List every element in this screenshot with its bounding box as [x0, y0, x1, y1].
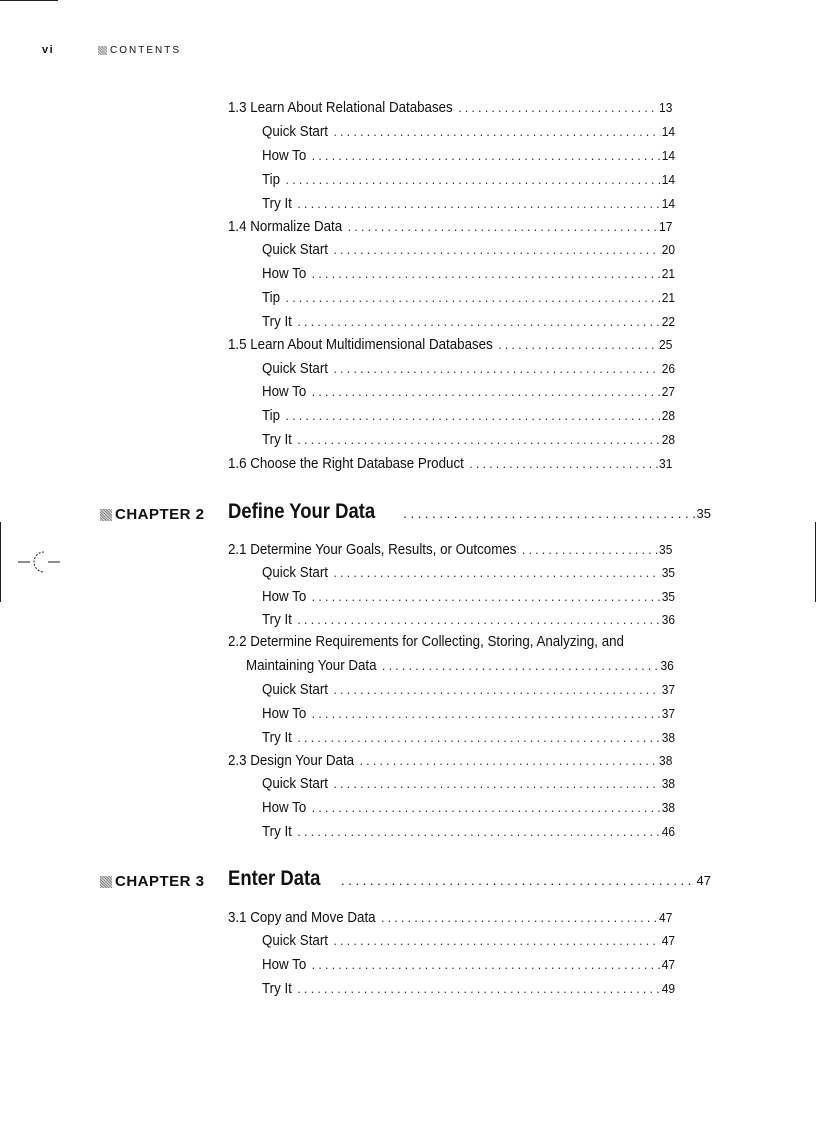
- dot-leader: [297, 979, 660, 999]
- toc-entry-3-1[interactable]: [228, 908, 672, 928]
- dot-leader: [498, 335, 657, 355]
- dot-leader: [360, 751, 658, 771]
- dot-leader: [312, 587, 660, 607]
- toc-entry-title: Try It: [262, 432, 292, 448]
- dot-leader: [469, 454, 657, 474]
- toc-entry-page: 37: [661, 706, 676, 721]
- toc-entry-page: 13: [659, 100, 673, 115]
- dot-leader: [334, 122, 660, 142]
- toc-subentry[interactable]: [262, 170, 675, 190]
- dot-leader: [334, 774, 660, 794]
- toc-entry-page: 22: [661, 314, 676, 329]
- chapter-page: 35: [696, 506, 711, 521]
- dot-leader: [297, 728, 660, 748]
- chapter-number: CHAPTER 2: [115, 506, 205, 523]
- toc-entry-title: Try It: [262, 824, 292, 840]
- dot-leader: [348, 217, 658, 237]
- toc-entry-title: How To: [262, 148, 307, 164]
- toc-entry-title: Try It: [262, 981, 292, 997]
- dot-leader: [334, 563, 660, 583]
- toc-entry-title: Tip: [262, 172, 281, 188]
- toc-entry-page: 47: [659, 910, 673, 925]
- toc-entry-title: Quick Start: [262, 933, 328, 949]
- toc-entry-title: Quick Start: [262, 776, 328, 792]
- toc-subentry[interactable]: [262, 610, 675, 630]
- toc-entry-page: 38: [659, 753, 673, 768]
- toc-entry-2-2-line-1[interactable]: 2.2 Determine Requirements for Collecting, Storing, Analyzing, and: [228, 634, 624, 650]
- toc-entry-title: 1.6 Choose the Right Database Product: [228, 456, 464, 472]
- toc-entry-page: 21: [661, 266, 676, 281]
- toc-entry-title: Quick Start: [262, 124, 328, 140]
- toc-subentry[interactable]: [262, 288, 675, 308]
- toc-subentry[interactable]: [262, 264, 675, 284]
- dot-leader: [297, 822, 660, 842]
- dot-leader: [286, 170, 660, 190]
- toc-subentry[interactable]: [262, 587, 675, 607]
- toc-entry-page: 14: [661, 196, 676, 211]
- toc-entry-page: 35: [659, 542, 673, 557]
- toc-entry-title: 3.1 Copy and Move Data: [228, 910, 376, 926]
- toc-entry-page: 28: [661, 432, 676, 447]
- dot-leader: [297, 194, 660, 214]
- toc-entry-title: Quick Start: [262, 361, 328, 377]
- toc-entry-title: Try It: [262, 314, 292, 330]
- toc-subentry[interactable]: [262, 955, 675, 975]
- toc-entry-page: 17: [659, 219, 673, 234]
- dot-leader: [403, 506, 694, 521]
- toc-entry-1-6[interactable]: [228, 454, 672, 474]
- toc-subentry[interactable]: [262, 430, 675, 450]
- chapter-2-heading[interactable]: [0, 500, 816, 528]
- chapter-label: [100, 506, 205, 523]
- toc-entry-page: 14: [661, 124, 676, 139]
- toc-entry-page: 38: [661, 800, 676, 815]
- chapter-number: CHAPTER 3: [115, 873, 205, 890]
- dot-leader: [334, 931, 660, 951]
- dot-leader: [381, 908, 657, 928]
- toc-entry-title: How To: [262, 957, 307, 973]
- toc-subentry[interactable]: [262, 704, 675, 724]
- toc-subentry[interactable]: [262, 979, 675, 999]
- chapter-entry: [228, 500, 711, 524]
- toc-entry-1-3[interactable]: [228, 98, 672, 118]
- toc-entry-title: How To: [262, 384, 307, 400]
- toc-entry-title: Try It: [262, 196, 292, 212]
- toc-entry-title: 1.5 Learn About Multidimensional Databases: [228, 337, 493, 353]
- toc-entry-title: How To: [262, 706, 307, 722]
- chapter-title: Enter Data: [228, 867, 321, 890]
- toc-subentry[interactable]: [262, 312, 675, 332]
- dot-leader: [286, 288, 660, 308]
- toc-entry-title: How To: [262, 800, 307, 816]
- chapter-3-heading[interactable]: [0, 867, 816, 895]
- toc-subentry[interactable]: [262, 194, 675, 214]
- toc-subentry[interactable]: [262, 122, 675, 142]
- dot-leader: [286, 406, 660, 426]
- toc-entry-page: 35: [661, 589, 676, 604]
- chapter-square-icon: [100, 509, 112, 521]
- toc-entry-2-2[interactable]: [246, 656, 674, 676]
- dot-leader: [334, 240, 660, 260]
- toc-entry-title: Tip: [262, 408, 281, 424]
- toc-entry-page: 38: [661, 730, 676, 745]
- chapter-title: Define Your Data: [228, 500, 376, 523]
- toc-subentry[interactable]: [262, 774, 675, 794]
- toc-entry-page: 36: [660, 658, 674, 673]
- toc-subentry[interactable]: [262, 680, 675, 700]
- dot-leader: [334, 680, 660, 700]
- toc-entry-title: 1.4 Normalize Data: [228, 219, 343, 235]
- toc-entry-title: Try It: [262, 730, 292, 746]
- dot-leader: [312, 382, 660, 402]
- dot-leader: [297, 430, 660, 450]
- toc-subentry[interactable]: [262, 382, 675, 402]
- toc-entry-title: Maintaining Your Data: [246, 658, 377, 674]
- dot-leader: [334, 359, 660, 379]
- dot-leader: [522, 540, 657, 560]
- toc-subentry[interactable]: [262, 563, 675, 583]
- toc-subentry[interactable]: [262, 931, 675, 951]
- toc-entry-page: 21: [661, 290, 676, 305]
- dot-leader: [341, 873, 695, 888]
- toc-entry-page: 49: [661, 981, 676, 996]
- toc-entry-title: 2.1 Determine Your Goals, Results, or Outcomes: [228, 542, 517, 558]
- dot-leader: [382, 656, 659, 676]
- chapter-entry: [228, 867, 711, 891]
- dot-leader: [297, 312, 660, 332]
- dot-leader: [312, 798, 660, 818]
- toc-subentry[interactable]: [262, 406, 675, 426]
- toc-entry-title: Tip: [262, 290, 281, 306]
- toc-entry-1-4[interactable]: [228, 217, 672, 237]
- dot-leader: [458, 98, 657, 118]
- toc-entry-title: Quick Start: [262, 242, 328, 258]
- toc-entry-title: Try It: [262, 612, 292, 628]
- page-folio: vi: [42, 44, 55, 56]
- dot-leader: [312, 955, 660, 975]
- toc-entry-page: 14: [661, 172, 676, 187]
- toc-entry-page: 25: [659, 337, 673, 352]
- toc-subentry[interactable]: [262, 728, 675, 748]
- toc-entry-title: 2.3 Design Your Data: [228, 753, 355, 769]
- toc-subentry[interactable]: [262, 822, 675, 842]
- toc-subentry[interactable]: [262, 359, 675, 379]
- toc-entry-page: 47: [661, 933, 676, 948]
- toc-subentry[interactable]: [262, 798, 675, 818]
- toc-entry-title: Quick Start: [262, 565, 328, 581]
- chapter-label: [100, 873, 205, 890]
- toc-entry-page: 31: [659, 456, 673, 471]
- chapter-page: 47: [696, 873, 711, 888]
- toc-entry-page: 27: [661, 384, 676, 399]
- dot-leader: [312, 146, 660, 166]
- chapter-square-icon: [100, 876, 112, 888]
- toc-entry-1-5[interactable]: [228, 335, 672, 355]
- toc-subentry[interactable]: [262, 240, 675, 260]
- running-head-label: CONTENTS: [110, 44, 181, 56]
- toc-entry-2-3[interactable]: [228, 751, 672, 771]
- toc-entry-page: 47: [661, 957, 676, 972]
- toc-entry-page: 20: [661, 242, 676, 257]
- toc-entry-page: 38: [661, 776, 676, 791]
- toc-entry-title: 1.3 Learn About Relational Databases: [228, 100, 453, 116]
- toc-entry-page: 35: [661, 565, 676, 580]
- toc-entry-page: 36: [661, 612, 676, 627]
- toc-entry-title: How To: [262, 589, 307, 605]
- toc-entry-title: How To: [262, 266, 307, 282]
- dot-leader: [312, 704, 660, 724]
- toc-entry-page: 28: [661, 408, 676, 423]
- toc-entry-2-1[interactable]: [228, 540, 672, 560]
- toc-subentry[interactable]: [262, 146, 675, 166]
- dot-leader: [297, 610, 660, 630]
- toc-entry-page: 26: [661, 361, 676, 376]
- toc-entry-title: Quick Start: [262, 682, 328, 698]
- dot-leader: [312, 264, 660, 284]
- toc-entry-page: 14: [661, 148, 676, 163]
- toc-entry-page: 37: [661, 682, 676, 697]
- toc-entry-page: 46: [661, 824, 676, 839]
